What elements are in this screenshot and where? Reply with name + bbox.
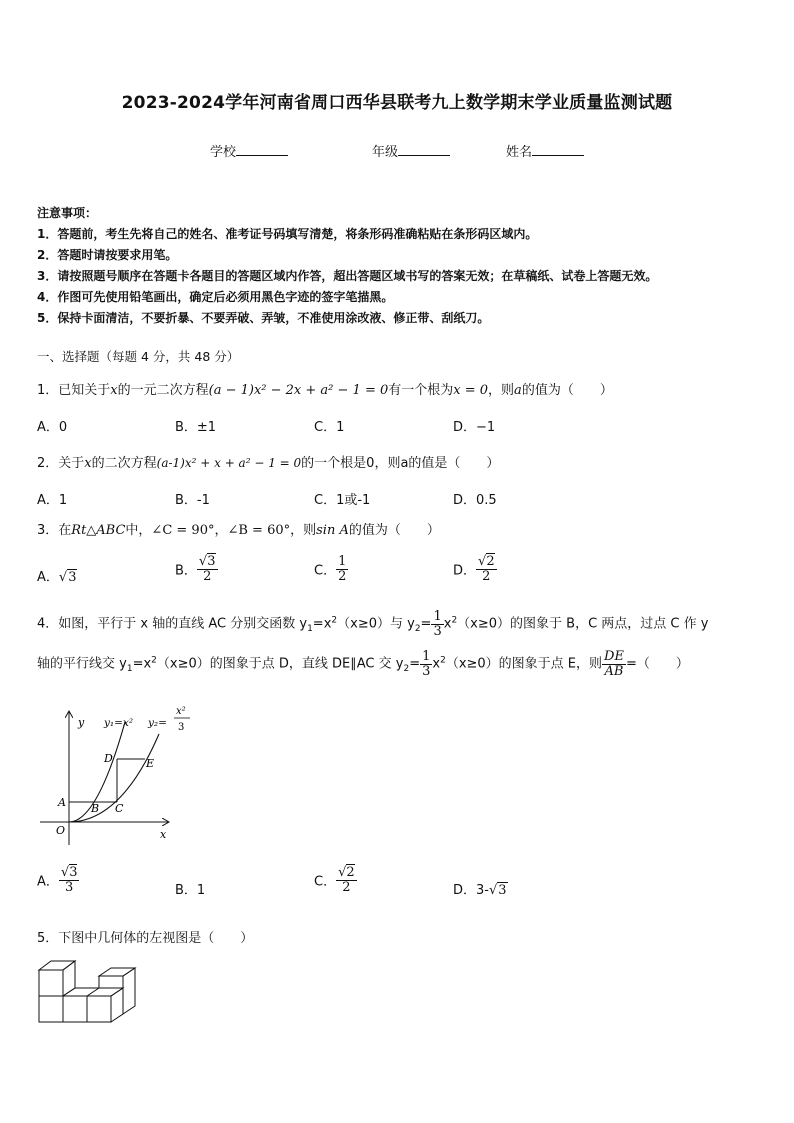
- q3-mid: 中，∠C = 90°，∠B = 60°，则: [125, 523, 317, 538]
- section-heading: 一、选择题（每题 4 分，共 48 分）: [37, 349, 240, 364]
- subscript: 1: [307, 624, 313, 635]
- notes-heading: 注意事项：: [37, 206, 98, 220]
- q4-option-a-label: A．: [37, 874, 59, 890]
- cube-back-side: [123, 968, 135, 1014]
- q3-option-c[interactable]: [314, 555, 348, 583]
- subscript: 2: [403, 664, 410, 675]
- q1-option-b[interactable]: B．±1: [175, 420, 217, 435]
- fraction-numerator: √3: [60, 865, 78, 880]
- fraction-denominator: 2: [482, 568, 491, 584]
- q4-option-d-label: D．3-: [453, 883, 489, 898]
- y2-fraction-denominator: 3: [178, 722, 185, 733]
- q3-option-b-radicand: 3: [207, 554, 216, 569]
- question-4-line-1: [37, 610, 708, 638]
- fraction-denominator: 2: [338, 568, 347, 584]
- sqrt-symbol: √3: [58, 570, 77, 585]
- q1-mid3: ，则: [488, 383, 515, 398]
- question-3: [37, 519, 440, 538]
- fraction-numerator: 1: [338, 554, 347, 569]
- q3-option-a[interactable]: [37, 566, 77, 585]
- q4-text: =: [420, 616, 432, 632]
- q3-prefix: 3．在: [37, 523, 72, 538]
- q4-text: 4．如图，平行于 x 轴的直线 AC 分别交函数 y: [37, 616, 308, 632]
- q4-text: （x≥0）的图象于 B，C 两点，过点 C 作 y: [457, 616, 709, 632]
- q1-option-d[interactable]: D．−1: [453, 420, 496, 435]
- school-field[interactable]: [210, 141, 288, 160]
- q2-option-d[interactable]: D．0.5: [453, 493, 497, 508]
- grade-field[interactable]: [372, 141, 450, 160]
- q2-mid: 的二次方程: [91, 456, 157, 471]
- q4-option-c-fraction: [336, 866, 357, 894]
- y2-fraction-numerator: x²: [176, 706, 186, 717]
- note-item: 3．请按照题号顺序在答题卡各题目的答题区域内作答，超出答题区域书写的答案无效；在草稿纸、试卷上答题无效。: [37, 269, 658, 283]
- q4-option-a-fraction: [59, 866, 80, 894]
- curve-y2: [69, 734, 159, 822]
- cube-side-lower: [111, 988, 123, 1022]
- q1-var: x: [110, 383, 118, 398]
- fraction-denominator: AB: [604, 663, 624, 679]
- y2-label: y₂=: [148, 717, 167, 729]
- fraction-numerator: 1: [422, 649, 431, 664]
- page-title: 2023-2024学年河南省周口西华县联考九上数学期末学业质量监测试题: [121, 93, 673, 113]
- q4-text: =（ ）: [625, 656, 689, 672]
- point-d-label: D: [104, 752, 113, 765]
- q2-option-c[interactable]: C．1或-1: [314, 493, 371, 508]
- note-item: 5．保持卡面清洁，不要折暴、不要弄破、弄皱，不准使用涂改液、修正带、刮纸刀。: [37, 311, 490, 325]
- q4-option-c[interactable]: [314, 866, 357, 894]
- q3-option-c-fraction: [336, 555, 348, 583]
- q3-option-a-radicand: 3: [68, 570, 77, 585]
- cube-front: [63, 996, 87, 1022]
- notes-block: [37, 203, 657, 329]
- fraction-numerator: √3: [198, 554, 216, 569]
- q3-suffix: 的值为（ ）: [348, 523, 440, 538]
- question-4-line-2: [37, 650, 689, 678]
- q1-root: x = 0: [453, 383, 489, 398]
- superscript: 2: [331, 615, 338, 626]
- q4-option-d-radicand: 3: [498, 883, 507, 898]
- cube-front: [87, 996, 111, 1022]
- q2-suffix: 的一个根是0，则a的值是（ ）: [301, 456, 500, 471]
- q4-option-c-radicand: 2: [346, 865, 355, 880]
- fraction-denominator: 3: [433, 623, 442, 639]
- grade-label: 年级: [372, 145, 399, 160]
- cube-edge: [87, 988, 99, 996]
- q1-mid2: 有一个根为: [388, 383, 454, 398]
- x-axis-label: x: [160, 828, 167, 841]
- q4-text: =x: [312, 616, 332, 632]
- subscript: 2: [414, 624, 421, 635]
- q1-prefix: 1．已知关于: [37, 383, 111, 398]
- q4-text: 轴的平行线交 y: [37, 656, 127, 672]
- name-blank[interactable]: [532, 143, 584, 156]
- superscript: 2: [451, 615, 458, 626]
- fraction-numerator: √2: [478, 554, 495, 569]
- q3-option-c-label: C．: [314, 563, 337, 579]
- fraction-denominator: 2: [203, 568, 212, 584]
- origin-label: O: [56, 824, 66, 837]
- school-blank[interactable]: [236, 143, 288, 156]
- q4-fraction: [420, 650, 432, 678]
- q2-option-a[interactable]: A．1: [37, 493, 68, 508]
- grade-blank[interactable]: [398, 143, 450, 156]
- q3-sin: sin A: [316, 523, 349, 538]
- sqrt-symbol: √3: [488, 883, 507, 898]
- subscript: 1: [126, 664, 133, 675]
- q4-option-a-radicand: 3: [69, 865, 78, 880]
- point-a-label: A: [58, 796, 66, 809]
- q2-var: x: [84, 456, 92, 471]
- cube-back-front: [99, 976, 123, 988]
- q4-option-d[interactable]: [453, 879, 508, 898]
- q3-option-d[interactable]: [453, 555, 497, 583]
- q4-text: （x≥0）的图象于点 E，则: [445, 656, 603, 672]
- q3-triangle: Rt△ABC: [71, 523, 126, 538]
- q3-option-b-label: B．: [175, 563, 197, 579]
- q3-option-d-fraction: [476, 555, 497, 583]
- q1-suffix: 的值为（ ）: [521, 383, 613, 398]
- note-item: 1．答题前，考生先将自己的姓名、准考证号码填写清楚，将条形码准确粘贴在条形码区域内。: [37, 227, 538, 241]
- q1-a: a: [514, 383, 522, 398]
- fraction-numerator: √2: [338, 865, 355, 880]
- q3-option-b[interactable]: [175, 555, 218, 583]
- q4-text: x: [443, 616, 452, 632]
- point-b-label: B: [91, 802, 100, 815]
- q4-option-a[interactable]: [37, 866, 79, 894]
- q2-equation: (a-1)x² + x + a² − 1 = 0: [156, 456, 302, 470]
- q5-solid-figure: [36, 958, 140, 1026]
- fraction-denominator: 2: [342, 879, 351, 895]
- q1-equation: (a − 1)x² − 2x + a² − 1 = 0: [208, 383, 389, 398]
- q4-ratio: [602, 650, 626, 678]
- q3-option-b-fraction: [197, 555, 218, 583]
- fraction-numerator: 1: [433, 609, 442, 624]
- point-c-label: C: [115, 802, 124, 815]
- superscript: 2: [151, 655, 157, 666]
- q4-fraction: [431, 610, 443, 638]
- fraction-numerator: DE: [604, 649, 624, 664]
- q4-option-c-label: C．: [314, 874, 337, 890]
- q4-text: =: [409, 656, 421, 672]
- q1-option-a[interactable]: A．0: [37, 420, 68, 435]
- school-label: 学校: [210, 145, 237, 160]
- point-e-label: E: [146, 757, 155, 770]
- cube-side: [63, 961, 75, 996]
- note-item: 4．作图可先使用铅笔画出，确定后必须用黑色字迹的签字笔描黑。: [37, 290, 394, 304]
- q4-text: x: [432, 656, 441, 672]
- q3-option-a-label: A．: [37, 570, 59, 585]
- q2-prefix: 2．关于: [37, 456, 85, 471]
- y1-label: y₁=x²: [104, 717, 134, 729]
- q1-option-c[interactable]: C．1: [314, 420, 345, 435]
- q3-option-d-label: D．: [453, 563, 477, 579]
- fraction-denominator: 3: [65, 879, 74, 895]
- name-label: 姓名: [506, 145, 533, 160]
- fraction-denominator: 3: [422, 663, 431, 679]
- name-field[interactable]: [506, 141, 584, 160]
- q2-option-b[interactable]: B．-1: [175, 493, 210, 508]
- q4-graph-figure: [36, 700, 196, 850]
- q4-text: =x: [132, 656, 152, 672]
- superscript: 2: [440, 655, 446, 666]
- question-2: [37, 452, 499, 471]
- q4-text: （x≥0）与 y: [337, 616, 415, 632]
- q3-option-d-radicand: 2: [486, 554, 495, 569]
- q1-mid: 的一元二次方程: [117, 383, 209, 398]
- q4-option-b[interactable]: B．1: [175, 883, 206, 898]
- question-5: 5．下图中几何体的左视图是（ ）: [37, 931, 254, 946]
- q4-text: （x≥0）的图象于点 D，直线 DE∥AC 交 y: [156, 656, 404, 672]
- y-axis-label: y: [78, 716, 85, 729]
- question-1: [37, 379, 613, 398]
- note-item: 2．答题时请按要求用笔。: [37, 248, 178, 262]
